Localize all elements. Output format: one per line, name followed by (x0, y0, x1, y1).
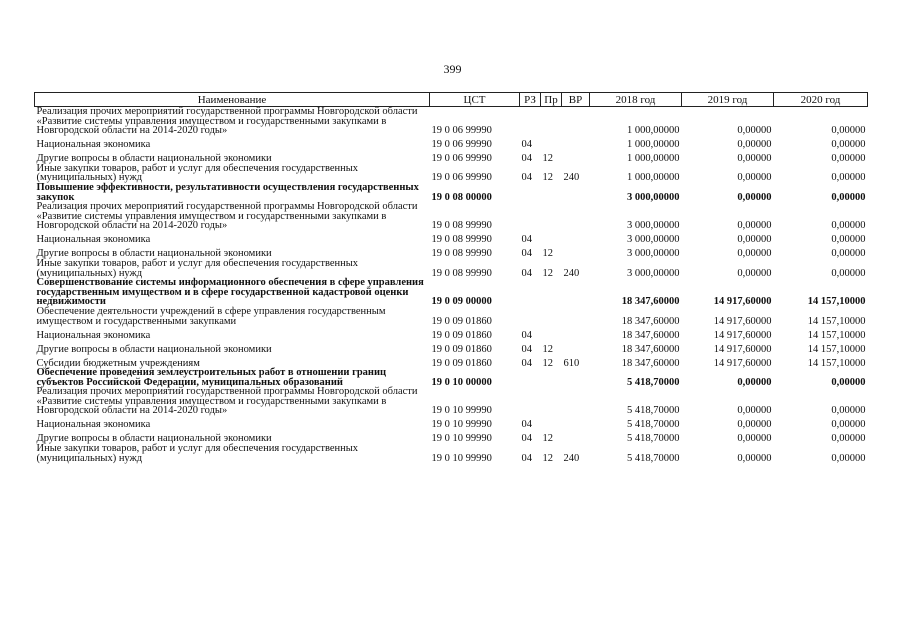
cell-2018: 5 418,70000 (627, 452, 680, 464)
cell-2020: 0,00000 (831, 267, 866, 279)
cell-cst: 19 0 06 99990 (431, 139, 492, 151)
cell-2018: 18 347,60000 (621, 343, 680, 355)
table-row (35, 259, 868, 278)
cell-2019: 14 917,60000 (713, 357, 772, 369)
cell-name: Другие вопросы в области национальной экономики (36, 343, 272, 355)
table-row (35, 340, 868, 354)
cell-2019: 0,00000 (737, 234, 772, 246)
cell-name: Реализация прочих мероприятий государственной программы Новгородской области «Развитие системы управления имуществом и государственными закупками в Новгородской области на 2014-2020 годы» (36, 201, 418, 232)
cell-pr: 12 (542, 267, 553, 279)
cell-rz (520, 107, 541, 136)
cell-2019: 0,00000 (737, 405, 772, 417)
table-row (35, 307, 868, 326)
cell-name: Национальная экономика (36, 234, 151, 246)
cell-cst: 19 0 09 00000 (431, 296, 492, 308)
cell-2018: 3 000,00000 (627, 248, 680, 260)
cell-name: Повышение эффективности, результативности осуществления государственных закупок (36, 181, 419, 203)
cell-pr: 12 (542, 172, 553, 184)
cell-pr (541, 231, 562, 245)
cell-rz: 04 (521, 153, 532, 165)
cell-pr: 12 (542, 357, 553, 369)
table-row (35, 107, 868, 136)
cell-name: Иные закупки товаров, работ и услуг для обеспечения государственных (муниципальных) нужд (36, 257, 359, 279)
cell-2019: 0,00000 (737, 419, 772, 431)
cell-2019: 0,00000 (737, 153, 772, 165)
table-row (35, 136, 868, 150)
cell-rz (520, 278, 541, 307)
cell-2020: 0,00000 (831, 405, 866, 417)
cell-2020: 0,00000 (831, 376, 866, 388)
cell-cst: 19 0 10 99990 (431, 405, 492, 417)
cell-rz (520, 307, 541, 326)
cell-2020: 0,00000 (831, 234, 866, 246)
cell-name: Национальная экономика (36, 329, 151, 341)
page-number: 399 (443, 62, 462, 76)
cell-vr: 240 (563, 267, 580, 279)
header-vr: ВР (562, 93, 590, 107)
cell-2020: 0,00000 (831, 125, 866, 137)
cell-2018: 5 418,70000 (627, 433, 680, 445)
cell-rz: 04 (521, 357, 532, 369)
cell-cst: 19 0 09 01860 (431, 315, 492, 327)
table-row (35, 202, 868, 231)
cell-2020: 0,00000 (831, 433, 866, 445)
table-body (35, 107, 868, 464)
cell-vr (562, 150, 590, 164)
cell-vr (562, 368, 590, 387)
table-row (35, 231, 868, 245)
cell-pr: 12 (542, 153, 553, 165)
cell-pr (541, 278, 562, 307)
cell-pr: 12 (542, 343, 553, 355)
cell-vr (562, 416, 590, 430)
cell-cst: 19 0 09 01860 (431, 343, 492, 355)
cell-cst: 19 0 06 99990 (431, 153, 492, 165)
cell-2020: 14 157,10000 (807, 296, 866, 308)
cell-rz: 04 (521, 267, 532, 279)
cell-cst: 19 0 08 99990 (431, 234, 492, 246)
cell-2020: 0,00000 (831, 191, 866, 203)
header-pr: Пр (541, 93, 562, 107)
cell-pr: 12 (542, 452, 553, 464)
cell-name: Национальная экономика (36, 139, 151, 151)
cell-name: Реализация прочих мероприятий государственной программы Новгородской области «Развитие системы управления имуществом и государственными закупками в Новгородской области на 2014-2020 годы» (36, 106, 418, 137)
cell-vr: 240 (563, 172, 580, 184)
cell-cst: 19 0 09 01860 (431, 357, 492, 369)
cell-2020: 14 157,10000 (807, 357, 866, 369)
cell-2020: 14 157,10000 (807, 329, 866, 341)
cell-2020: 0,00000 (831, 220, 866, 232)
cell-rz (520, 202, 541, 231)
cell-vr: 610 (563, 357, 580, 369)
cell-2019: 0,00000 (737, 191, 772, 203)
cell-2018: 3 000,00000 (627, 267, 680, 279)
cell-vr (562, 387, 590, 416)
cell-vr (562, 183, 590, 202)
cell-2019: 0,00000 (737, 139, 772, 151)
cell-2019: 14 917,60000 (713, 315, 772, 327)
header-2020: 2020 год (774, 93, 868, 107)
cell-rz: 04 (521, 343, 532, 355)
cell-name: Национальная экономика (36, 419, 151, 431)
cell-2020: 14 157,10000 (807, 315, 866, 327)
cell-2019: 0,00000 (737, 452, 772, 464)
cell-vr (562, 326, 590, 340)
cell-rz (520, 387, 541, 416)
table-row (35, 278, 868, 307)
table-row (35, 368, 868, 387)
cell-pr (541, 202, 562, 231)
table-row (35, 326, 868, 340)
cell-name: Обеспечение деятельности учреждений в сфере управления государственным имуществом и государственными закупками (36, 305, 386, 327)
cell-2018: 5 418,70000 (627, 405, 680, 417)
cell-rz: 04 (521, 139, 532, 151)
cell-2020: 0,00000 (831, 452, 866, 464)
cell-2018: 1 000,00000 (627, 153, 680, 165)
cell-vr (562, 307, 590, 326)
cell-pr (541, 107, 562, 136)
cell-rz: 04 (521, 248, 532, 260)
table-row (35, 430, 868, 444)
cell-2019: 14 917,60000 (713, 343, 772, 355)
header-2019: 2019 год (682, 93, 774, 107)
cell-pr (541, 326, 562, 340)
table-header-row (35, 93, 868, 107)
cell-pr (541, 416, 562, 430)
cell-2020: 14 157,10000 (807, 343, 866, 355)
cell-2019: 0,00000 (737, 220, 772, 232)
table-row (35, 150, 868, 164)
cell-pr (541, 387, 562, 416)
cell-rz (520, 368, 541, 387)
cell-2019: 0,00000 (737, 267, 772, 279)
cell-pr (541, 368, 562, 387)
cell-2018: 3 000,00000 (627, 191, 680, 203)
cell-vr (562, 278, 590, 307)
table-row (35, 444, 868, 463)
cell-2018: 1 000,00000 (627, 125, 680, 137)
cell-rz: 04 (521, 329, 532, 341)
cell-2018: 18 347,60000 (621, 296, 680, 308)
cell-2018: 3 000,00000 (627, 234, 680, 246)
cell-2018: 3 000,00000 (627, 220, 680, 232)
cell-name: Другие вопросы в области национальной экономики (36, 433, 272, 445)
cell-2018: 5 418,70000 (627, 419, 680, 431)
cell-pr: 12 (542, 433, 553, 445)
cell-2018: 5 418,70000 (627, 376, 680, 388)
cell-vr: 240 (563, 452, 580, 464)
cell-name: Субсидии бюджетным учреждениям (36, 357, 200, 369)
cell-2020: 0,00000 (831, 419, 866, 431)
table-row (35, 164, 868, 183)
cell-cst: 19 0 08 00000 (431, 191, 492, 203)
cell-name: Иные закупки товаров, работ и услуг для обеспечения государственных (муниципальных) нужд (36, 443, 359, 464)
cell-pr (541, 136, 562, 150)
cell-2019: 0,00000 (737, 172, 772, 184)
cell-rz: 04 (521, 172, 532, 184)
cell-name: Иные закупки товаров, работ и услуг для обеспечения государственных (муниципальных) нужд (36, 162, 359, 184)
cell-2018: 18 347,60000 (621, 315, 680, 327)
cell-rz: 04 (521, 433, 532, 445)
cell-2020: 0,00000 (831, 248, 866, 260)
cell-cst: 19 0 10 00000 (431, 376, 492, 388)
header-rz: РЗ (520, 93, 541, 107)
cell-2019: 14 917,60000 (713, 296, 772, 308)
cell-vr (562, 231, 590, 245)
cell-vr (562, 430, 590, 444)
cell-2019: 14 917,60000 (713, 329, 772, 341)
budget-table (34, 92, 868, 463)
cell-cst: 19 0 06 99990 (431, 125, 492, 137)
cell-cst: 19 0 06 99990 (431, 172, 492, 184)
cell-cst: 19 0 08 99990 (431, 220, 492, 232)
cell-cst: 19 0 10 99990 (431, 452, 492, 464)
cell-2019: 0,00000 (737, 125, 772, 137)
header-cst: ЦСТ (430, 93, 520, 107)
cell-name: Другие вопросы в области национальной экономики (36, 248, 272, 260)
cell-name: Другие вопросы в области национальной экономики (36, 153, 272, 165)
cell-2019: 0,00000 (737, 248, 772, 260)
cell-2019: 0,00000 (737, 376, 772, 388)
table-row (35, 183, 868, 202)
cell-2020: 0,00000 (831, 139, 866, 151)
cell-vr (562, 245, 590, 259)
cell-name: Совершенствование системы информационного обеспечения в сфере управления государственным имуществом и в сфере государственной кадастровой оценки недвижимости (36, 277, 424, 308)
cell-2018: 1 000,00000 (627, 139, 680, 151)
cell-name: Реализация прочих мероприятий государственной программы Новгородской области «Развитие системы управления имуществом и государственными закупками в Новгородской области на 2014-2020 годы» (36, 386, 418, 417)
cell-pr (541, 183, 562, 202)
header-name: Наименование (35, 93, 430, 107)
header-2018: 2018 год (590, 93, 682, 107)
table-row (35, 387, 868, 416)
cell-cst: 19 0 08 99990 (431, 267, 492, 279)
cell-pr (541, 307, 562, 326)
cell-cst: 19 0 10 99990 (431, 433, 492, 445)
table-row (35, 245, 868, 259)
cell-rz (520, 183, 541, 202)
cell-2020: 0,00000 (831, 172, 866, 184)
cell-pr: 12 (542, 248, 553, 260)
cell-vr (562, 107, 590, 136)
cell-2018: 1 000,00000 (627, 172, 680, 184)
cell-2019: 0,00000 (737, 433, 772, 445)
cell-cst: 19 0 10 99990 (431, 419, 492, 431)
cell-rz: 04 (521, 234, 532, 246)
cell-rz: 04 (521, 419, 532, 431)
cell-rz: 04 (521, 452, 532, 464)
cell-vr (562, 202, 590, 231)
cell-2018: 18 347,60000 (621, 357, 680, 369)
cell-vr (562, 136, 590, 150)
cell-2020: 0,00000 (831, 153, 866, 165)
cell-name: Обеспечение проведения землеустроительных работ в отношении границ субъектов Российской Федерации, муниципальных образований (36, 367, 387, 388)
cell-cst: 19 0 08 99990 (431, 248, 492, 260)
cell-2018: 18 347,60000 (621, 329, 680, 341)
cell-cst: 19 0 09 01860 (431, 329, 492, 341)
cell-vr (562, 340, 590, 354)
table-row (35, 354, 868, 368)
table-row (35, 416, 868, 430)
